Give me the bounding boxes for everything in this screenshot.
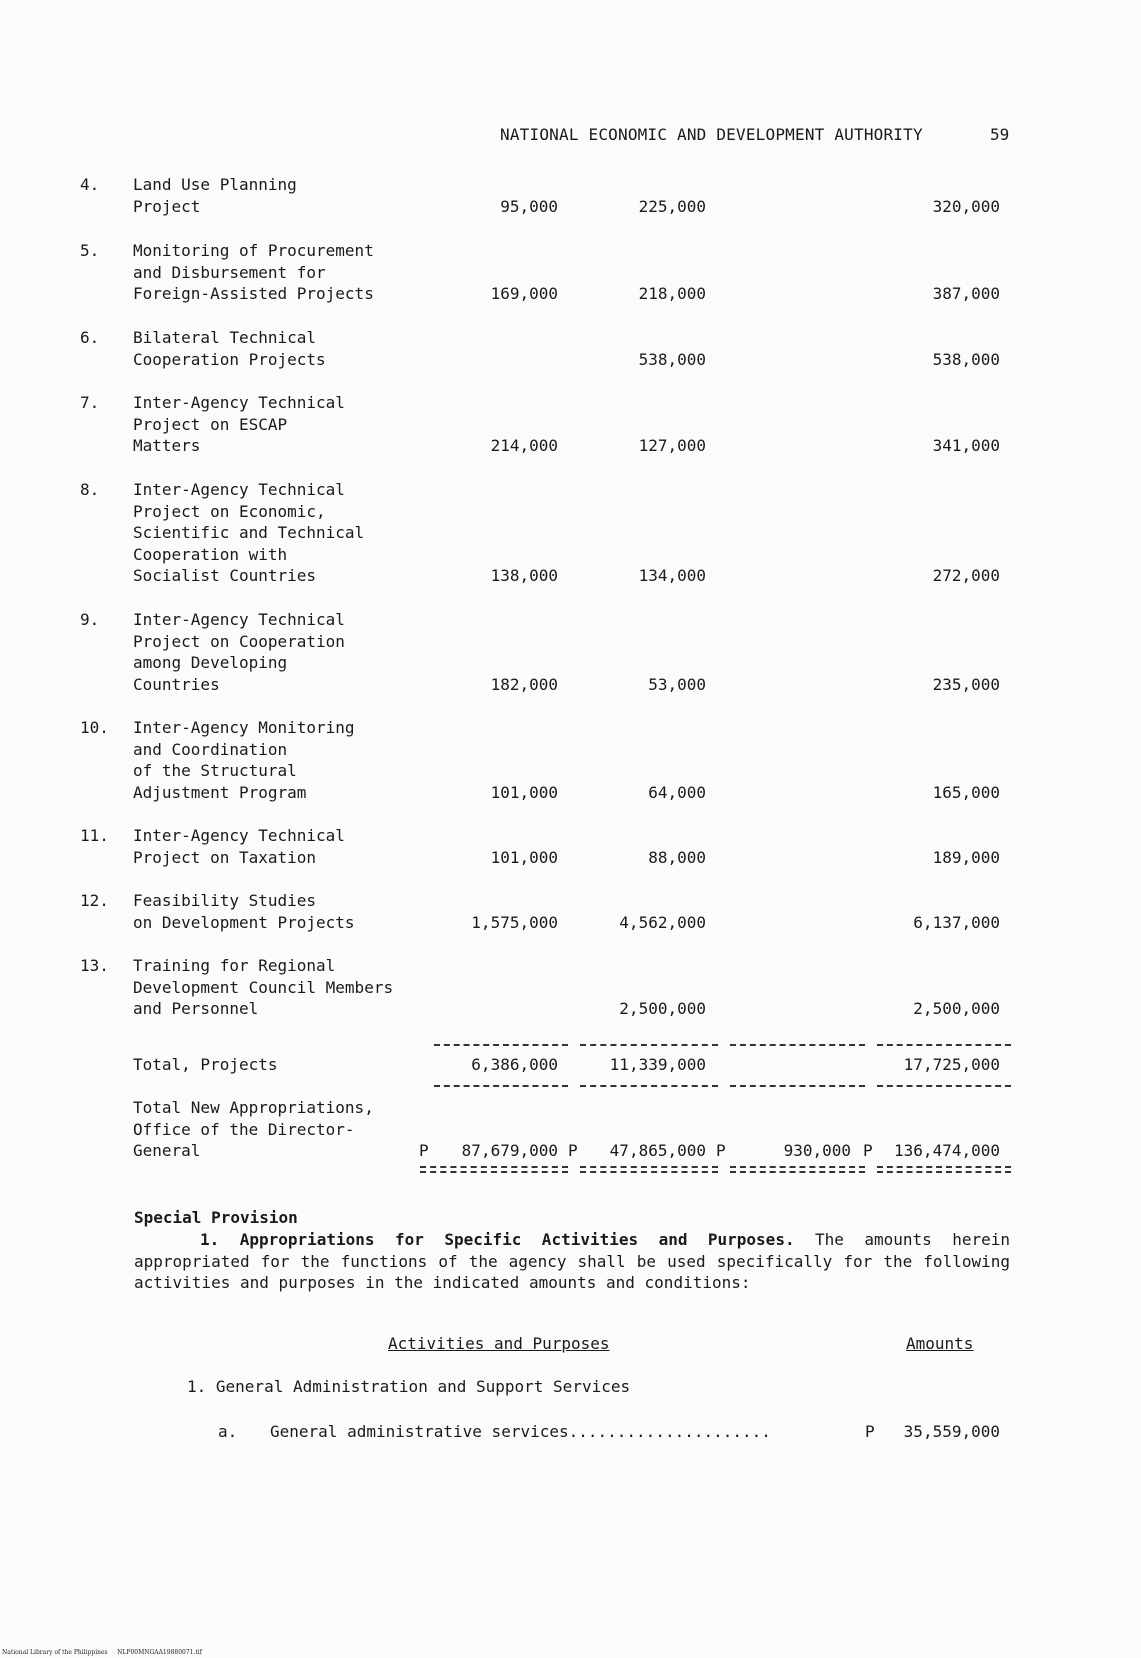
amount-total: 341,000: [932, 436, 1000, 455]
project-name: Inter-Agency Technical Project on Economic, Scientific and Technical Cooperation with Socialist Countries: [133, 480, 365, 585]
scan-footer: [2, 1649, 202, 1656]
column-double-rule: [420, 1166, 568, 1168]
project-name: Training for Regional Development Council Members and Personnel: [133, 956, 394, 1018]
activity-subitem-letter: a.: [218, 1422, 238, 1441]
amount-col2: 134,000: [638, 566, 706, 585]
project-name: Feasibility Studies on Development Projects: [133, 891, 355, 932]
project-name: Land Use Planning Project: [133, 175, 297, 216]
peso-sign: P: [419, 1141, 429, 1160]
amount-col2: 2,500,000: [619, 999, 706, 1018]
project-number: 4.: [80, 175, 100, 194]
amount-col1: 1,575,000: [471, 912, 558, 932]
amount-total: 387,000: [932, 284, 1000, 303]
amount-col2: 538,000: [638, 349, 706, 369]
project-number: 7.: [80, 393, 100, 412]
column-rule: [580, 1044, 718, 1046]
amount-total: 2,500,000: [913, 999, 1000, 1018]
activity-item: 1. General Administration and Support Services: [187, 1377, 631, 1396]
amount-col2: 11,339,000: [609, 1055, 706, 1074]
amount-total: 320,000: [932, 196, 1000, 216]
amount-total: 538,000: [932, 349, 1000, 369]
special-provision-text: The amounts herein appropriated for the functions of the agency shall be used specifically for the following activities and purposes in the indicated amounts and conditions:: [134, 1230, 1011, 1292]
column-double-rule: [580, 1171, 718, 1173]
amount-col1: 95,000: [500, 196, 558, 216]
special-provision-lead: Appropriations for Specific Activities and Purposes.: [239, 1230, 795, 1249]
amount-col2: 88,000: [648, 847, 706, 867]
peso-sign: P: [716, 1141, 726, 1160]
amount-col1: 87,679,000: [461, 1141, 558, 1160]
project-number: 13.: [80, 956, 109, 975]
amount-total: 272,000: [932, 566, 1000, 585]
column-rule: [434, 1044, 568, 1046]
project-number: 8.: [80, 480, 100, 499]
page-number: 59: [990, 125, 1010, 144]
column-double-rule: [877, 1166, 1011, 1168]
column-rule: [434, 1085, 568, 1087]
amount-col2: 64,000: [648, 782, 706, 802]
activities-header: Activities and Purposes: [388, 1334, 610, 1353]
amount-total: 6,137,000: [913, 912, 1000, 932]
project-number: 10.: [80, 718, 109, 737]
column-double-rule: [420, 1171, 568, 1173]
project-number: 5.: [80, 241, 100, 260]
project-name: Monitoring of Procurement and Disbursement for Foreign-Assisted Projects: [133, 241, 374, 303]
total-projects-label: Total, Projects: [133, 1055, 278, 1074]
special-provision-title: Special Provision: [134, 1208, 298, 1227]
project-name: Inter-Agency Technical Project on Cooperation among Developing Countries: [133, 610, 345, 694]
project-name: Inter-Agency Monitoring and Coordination of the Structural Adjustment Program: [133, 718, 355, 802]
special-provision-item-number: 1.: [200, 1230, 220, 1249]
amount-total: 165,000: [932, 782, 1000, 802]
project-name: Bilateral Technical Cooperation Projects: [133, 328, 326, 369]
amount-col1: 169,000: [490, 284, 558, 303]
project-name: Inter-Agency Technical Project on ESCAP Matters: [133, 393, 345, 455]
amount-total: 136,474,000: [894, 1141, 1000, 1160]
amount-total: 235,000: [932, 674, 1000, 694]
amount-col2: 53,000: [648, 674, 706, 694]
project-number: 6.: [80, 328, 100, 347]
project-number: 11.: [80, 826, 109, 845]
amount-col1: 6,386,000: [471, 1055, 558, 1074]
project-name: Inter-Agency Technical Project on Taxation: [133, 826, 345, 867]
column-double-rule: [580, 1166, 718, 1168]
amount-col2: 127,000: [638, 436, 706, 455]
amount-col2: 225,000: [638, 196, 706, 216]
activity-subitem-label: General administrative services.....................: [270, 1422, 771, 1441]
project-number: 9.: [80, 610, 100, 629]
amount-total: 17,725,000: [903, 1055, 1000, 1074]
peso-sign: P: [865, 1422, 875, 1441]
column-rule: [580, 1085, 718, 1087]
amount-col2: 47,865,000: [609, 1141, 706, 1160]
special-provision-paragraph: [134, 1229, 1010, 1294]
activity-subitem-amount: 35,559,000: [903, 1422, 1000, 1441]
amount-col2: 218,000: [638, 284, 706, 303]
column-double-rule: [730, 1171, 865, 1173]
total-new-appropriations-label: Total New Appropriations, Office of the Director- General: [133, 1098, 374, 1160]
amount-col1: 182,000: [490, 674, 558, 694]
amount-col1: 101,000: [490, 847, 558, 867]
column-double-rule: [730, 1166, 865, 1168]
peso-sign: P: [863, 1141, 873, 1160]
project-number: 12.: [80, 891, 109, 910]
column-rule: [877, 1085, 1011, 1087]
column-rule: [730, 1044, 865, 1046]
column-rule: [877, 1044, 1011, 1046]
amount-col1: 101,000: [490, 782, 558, 802]
column-rule: [730, 1085, 865, 1087]
page-header-title: NATIONAL ECONOMIC AND DEVELOPMENT AUTHORITY: [500, 125, 923, 144]
footer-filename: NLP00MNGAA19880071.tif: [117, 1649, 202, 1656]
peso-sign: P: [568, 1141, 578, 1160]
footer-library: National Library of the Philippines: [2, 1649, 108, 1656]
amount-col1: 214,000: [490, 436, 558, 455]
amount-col2: 4,562,000: [619, 912, 706, 932]
amount-col1: 138,000: [490, 566, 558, 585]
amounts-header: Amounts: [906, 1334, 974, 1353]
amount-total: 189,000: [932, 847, 1000, 867]
amount-col3: 930,000: [783, 1141, 851, 1160]
column-double-rule: [877, 1171, 1011, 1173]
